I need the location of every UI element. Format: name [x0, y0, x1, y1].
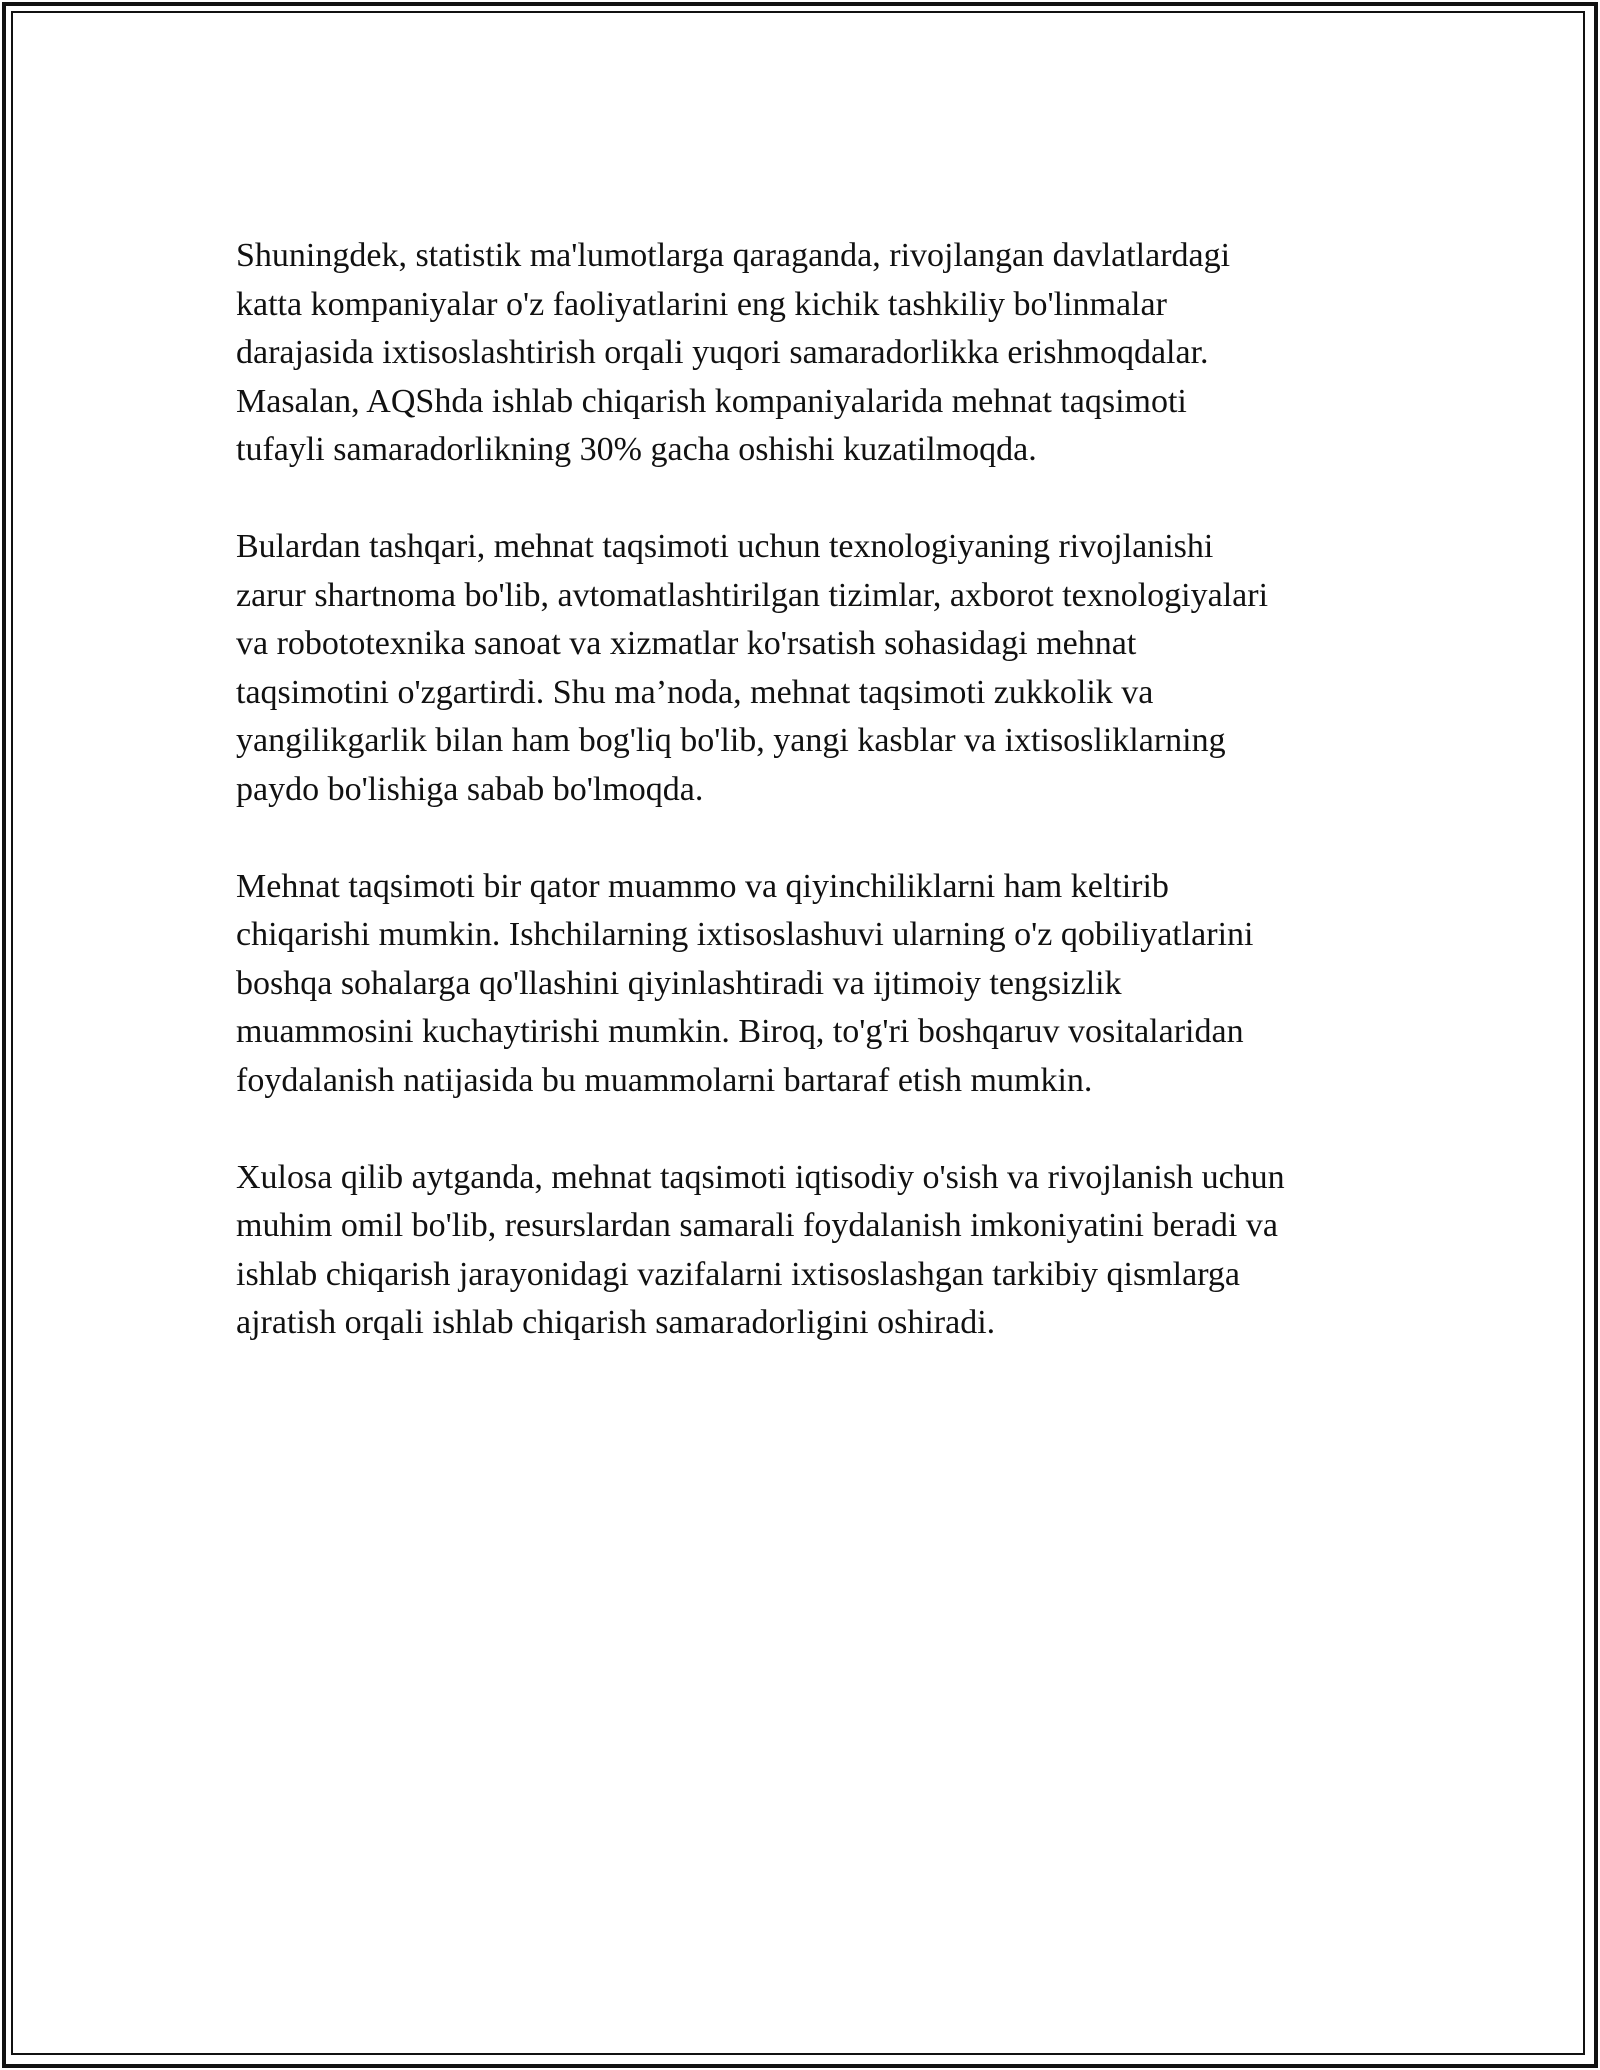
text-line: ishlab chiqarish jarayonidagi vazifalarni ixtisoslashgan tarkibiy qismlarga [236, 1255, 1240, 1293]
text-line: yangilikgarlik bilan ham bog'liq bo'lib, yangi kasblar va ixtisosliklarning [236, 722, 1226, 759]
text-line: foydalanish natijasida bu muammolarni bartaraf etish mumkin. [236, 1061, 1093, 1099]
paragraph-2 [236, 523, 1416, 814]
text-line: Mehnat taqsimoti bir qator muammo va qiyinchiliklarni ham keltirib [236, 867, 1169, 905]
paragraph-3 [236, 863, 1416, 1106]
text-line: paydo bo'lishiga sabab bo'lmoqda. [236, 770, 704, 808]
text-line: zarur shartnoma bo'lib, avtomatlashtirilgan tizimlar, axborot texnologiyalari [236, 576, 1269, 614]
text-line: Shuningdek, statistik ma'lumotlarga qaraganda, rivojlangan davlatlardagi [236, 237, 1231, 274]
text-line: muammosini kuchaytirishi mumkin. Biroq, to'g'ri boshqaruv vositalaridan [236, 1013, 1244, 1050]
text-line: tufayli samaradorlikning 30% gacha oshishi kuzatilmoqda. [236, 431, 1037, 468]
paragraph-4 [236, 1154, 1416, 1348]
text-line: chiqarishi mumkin. Ishchilarning ixtisoslashuvi ularning o'z qobiliyatlarini [236, 916, 1254, 953]
text-line: Bulardan tashqari, mehnat taqsimoti uchun texnologiyaning rivojlanishi [236, 528, 1214, 565]
document-body [236, 232, 1416, 1396]
text-line: ajratish orqali ishlab chiqarish samaradorligini oshiradi. [236, 1304, 996, 1341]
text-line: Masalan, AQShda ishlab chiqarish kompaniyalarida mehnat taqsimoti [236, 382, 1187, 420]
text-line: katta kompaniyalar o'z faoliyatlarini eng kichik tashkiliy bo'linmalar [236, 285, 1167, 323]
text-line: Xulosa qilib aytganda, mehnat taqsimoti iqtisodiy o'sish va rivojlanish uchun [236, 1158, 1285, 1196]
text-line: taqsimotini o'zgartirdi. Shu ma’noda, mehnat taqsimoti zukkolik va [236, 673, 1154, 711]
text-line: va robototexnika sanoat va xizmatlar ko'rsatish sohasidagi mehnat [236, 625, 1137, 662]
text-line: muhim omil bo'lib, resurslardan samarali foydalanish imkoniyatini beradi va [236, 1207, 1278, 1244]
paragraph-1 [236, 232, 1416, 475]
text-line: boshqa sohalarga qo'llashini qiyinlashtiradi va ijtimoiy tengsizlik [236, 964, 1122, 1002]
text-line: darajasida ixtisoslashtirish orqali yuqori samaradorlikka erishmoqdalar. [236, 334, 1209, 371]
